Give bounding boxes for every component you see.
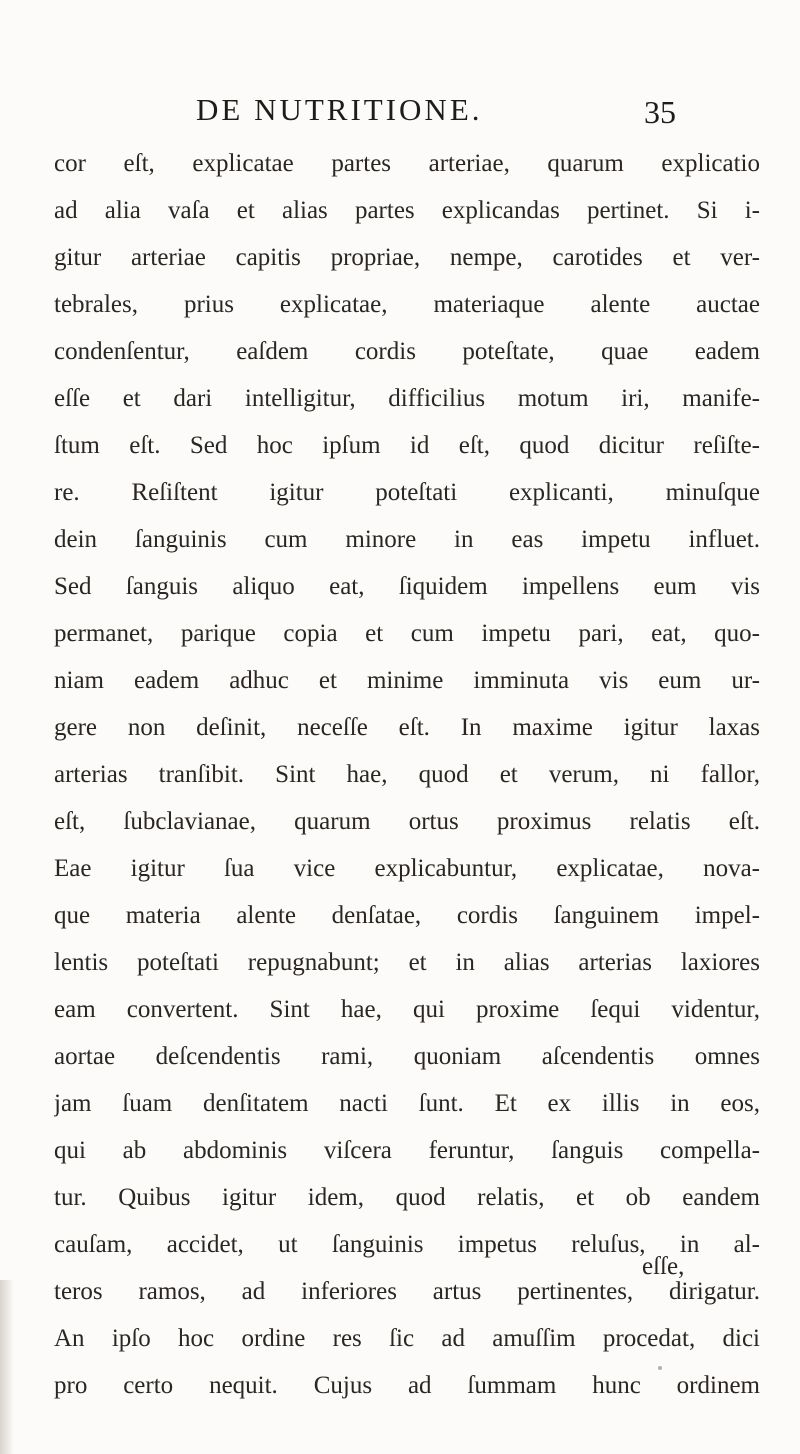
text-line: ſtum eſt. Sed hoc ipſum id eſt, quod dicitur reſiſte- [54,432,760,459]
text-line: gitur arteriae capitis propriae, nempe, carotides et ver- [54,244,760,271]
text-line: teros ramos, ad inferiores artus pertinentes, dirigatur. [54,1278,760,1305]
running-title: DE NUTRITIONE. [196,92,483,127]
text-line: Sed ſanguis aliquo eat, ſiquidem impellens eum vis [54,573,760,600]
text-line: qui ab abdominis viſcera feruntur, ſanguis compella- [54,1137,760,1164]
text-line: re. Reſiſtent igitur poteſtati explicanti, minuſque [54,479,760,506]
text-line: cor eſt, explicatae partes arteriae, quarum explicatio [54,150,760,177]
text-line: pro certo nequit. Cujus ad ſummam hunc ordinem [54,1372,760,1399]
text-line: condenſentur, eaſdem cordis poteſtate, quae eadem [54,338,760,365]
text-line: arterias tranſibit. Sint hae, quod et verum, ni fallor, [54,761,760,788]
text-line: que materia alente denſatae, cordis ſanguinem impel- [54,902,760,929]
text-line: Eae igitur ſua vice explicabuntur, explicatae, nova- [54,855,760,882]
text-line: An ipſo hoc ordine res ſic ad amuſſim procedat, dici [54,1325,760,1352]
text-line: eam convertent. Sint hae, qui proxime ſequi videntur, [54,996,760,1023]
text-line: eſt, ſubclavianae, quarum ortus proximus relatis eſt. [54,808,760,835]
text-line: jam ſuam denſitatem nacti ſunt. Et ex illis in eos, [54,1090,760,1117]
text-line: permanet, parique copia et cum impetu pari, eat, quo- [54,620,760,647]
text-line: eſſe et dari intelligitur, difficilius motum iri, manife- [54,385,760,412]
catchword: eſſe, [642,1253,685,1280]
page-number: 35 [644,94,676,130]
ink-speck [658,1366,662,1370]
running-head [196,92,676,132]
text-line: tebrales, prius explicatae, materiaque alente auctae [54,291,760,318]
text-line: aortae deſcendentis rami, quoniam aſcendentis omnes [54,1043,760,1070]
text-line: lentis poteſtati repugnabunt; et in alias arterias laxiores [54,949,760,976]
text-line: niam eadem adhuc et minime imminuta vis eum ur- [54,667,760,694]
text-line: tur. Quibus igitur idem, quod relatis, et ob eandem [54,1184,760,1211]
text-line: cauſam, accidet, ut ſanguinis impetus reluſus, in al- [54,1231,760,1258]
body-text [54,140,760,1409]
text-line: gere non deſinit, neceſſe eſt. In maxime igitur laxas [54,714,760,741]
text-line: dein ſanguinis cum minore in eas impetu influet. [54,526,760,553]
text-line: ad alia vaſa et alias partes explicandas pertinet. Si i- [54,197,760,224]
page-edge-shadow [0,1280,14,1454]
